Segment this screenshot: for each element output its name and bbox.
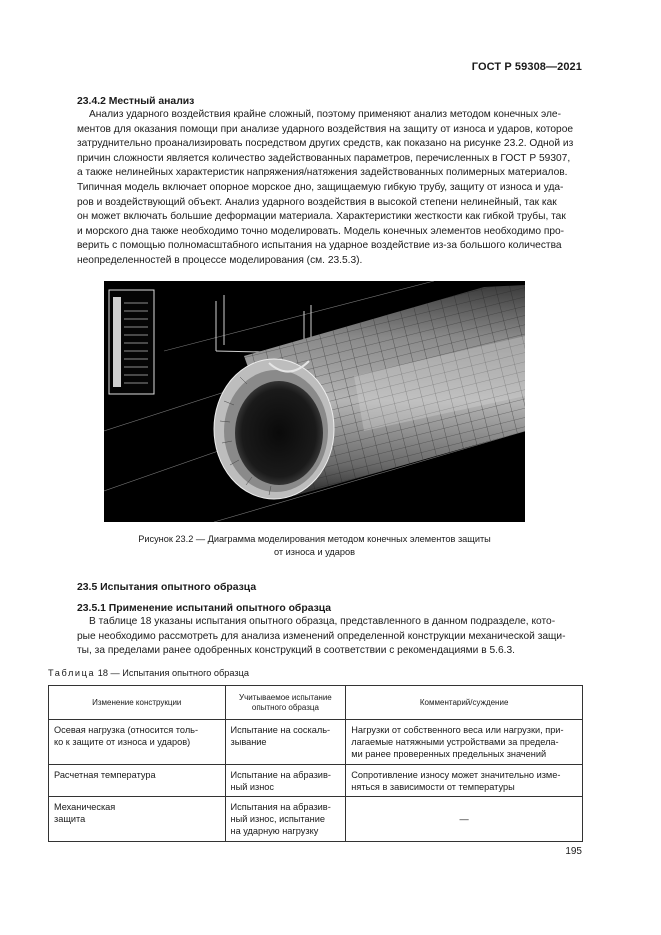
cell-test (225, 720, 346, 765)
paragraph-line: ментов для оказания помощи при анализе ударного воздействия на защиту от износа и ударов, которое (77, 123, 574, 135)
caption-line: от износа и ударов (274, 547, 355, 557)
paragraph-line: верить с помощью полномасштабного испытания на ударное воздействие из-за большого количества (77, 240, 562, 252)
cell-line: Испытание на соскаль- (230, 725, 331, 735)
paragraph-line: и морского дна также необходимо точно моделировать. Модель конечных элементов необходимо про- (77, 225, 565, 237)
table-title (48, 668, 249, 678)
cell-line: лагаемые натяжными устройствами за предела- (351, 737, 559, 748)
cell-line: Расчетная температура (54, 769, 156, 780)
cell-change (49, 764, 226, 796)
paragraph-line: Анализ ударного воздействия крайне сложный, поэтому применяют анализ методом конечных эле- (89, 109, 561, 120)
table-row (49, 797, 583, 842)
cell-comment (346, 764, 583, 796)
figure-caption (104, 533, 525, 559)
cell-line: на ударную нагрузку (230, 826, 319, 837)
cell-line: ко к защите от износа и ударов) (54, 737, 191, 748)
table-row (49, 764, 583, 796)
fem-pipe-mesh-image (104, 281, 525, 522)
cell-line: Испытания на абразив- (230, 802, 331, 813)
table-title-text: 18 — Испытания опытного образца (95, 668, 249, 678)
cell-line: Механическая (54, 802, 116, 813)
cell-line: Сопротивление износу может значительно изме- (351, 769, 561, 780)
paragraph-line: Типичная модель включает опорное морское дно, защищаемую гибкую трубу, защиту от износа и уда- (77, 181, 564, 193)
cell-line: няться в зависимости от температуры (351, 781, 515, 792)
page-number: 195 (565, 846, 582, 857)
prototype-tests-table (48, 685, 583, 842)
cell-line: ный износ (230, 781, 274, 792)
table-row (49, 720, 583, 765)
document-standard-id: ГОСТ Р 59308—2021 (471, 61, 582, 73)
cell-line: ный износ, испытание (230, 814, 325, 825)
cell-line: Испытание на абразив- (230, 769, 331, 780)
column-header-test: Учитываемое испытание опытного образца (225, 686, 346, 720)
cell-test (225, 797, 346, 842)
paragraph-line: неопределенностей в процессе моделирования (см. 23.5.3). (77, 254, 363, 266)
section-23-5-1-title: 23.5.1 Применение испытаний опытного образца (77, 603, 332, 614)
table-header-row (49, 686, 583, 720)
cell-line: Нагрузки от собственного веса или нагрузки, при- (351, 725, 564, 735)
column-header-comment: Комментарий/суждение (346, 686, 583, 720)
section-23-5-title: 23.5 Испытания опытного образца (77, 582, 257, 593)
paragraph-line: ты, за пределами ранее одобренных конструкций в соответствии с рекомендациями в 5.6.3. (77, 645, 515, 657)
cell-line: защита (54, 814, 86, 825)
paragraph-line: рые необходимо рассмотреть для анализа изменений определенной конструкции механической защи- (77, 630, 566, 642)
paragraph-line: а также нелинейных характеристик напряжения/натяжения задействованных полимерных материалов. (77, 167, 568, 179)
cell-line: Осевая нагрузка (относится толь- (54, 725, 199, 735)
paragraph-line: ров и воздействующий объект. Анализ ударного воздействия в высокой степени нелинейный, так как (77, 196, 557, 208)
cell-change (49, 720, 226, 765)
caption-line: Рисунок 23.2 — Диаграмма моделирования методом конечных элементов защиты (138, 534, 491, 544)
cell-line: зывание (230, 737, 267, 748)
table-title-label: Таблица (48, 668, 96, 678)
cell-test (225, 764, 346, 796)
column-header-change: Изменение конструкции (49, 686, 226, 720)
cell-comment: — (346, 797, 583, 842)
cell-change (49, 797, 226, 842)
section-23-5-1-paragraph (77, 615, 582, 659)
fem-simulation-figure (104, 281, 525, 522)
paragraph-line: он может включать большие деформации материала. Характеристики жесткости как гибкой трубы, так (77, 211, 566, 223)
cell-comment (346, 720, 583, 765)
paragraph-line: затруднительно проанализировать посредством других средств, как показано на рисунке 23.2. Одной из (77, 138, 574, 150)
cell-line: ми ранее проверенных предельных значений (351, 749, 547, 760)
section-23-4-2-title: 23.4.2 Местный анализ (77, 96, 195, 107)
paragraph-line: В таблице 18 указаны испытания опытного образца, представленного в данном подразделе, кото- (89, 616, 556, 627)
section-23-4-2-paragraph (77, 108, 582, 269)
paragraph-line: причин сложности является количество задействованных параметров, перечисленных в ГОСТ Р 59307, (77, 152, 571, 164)
